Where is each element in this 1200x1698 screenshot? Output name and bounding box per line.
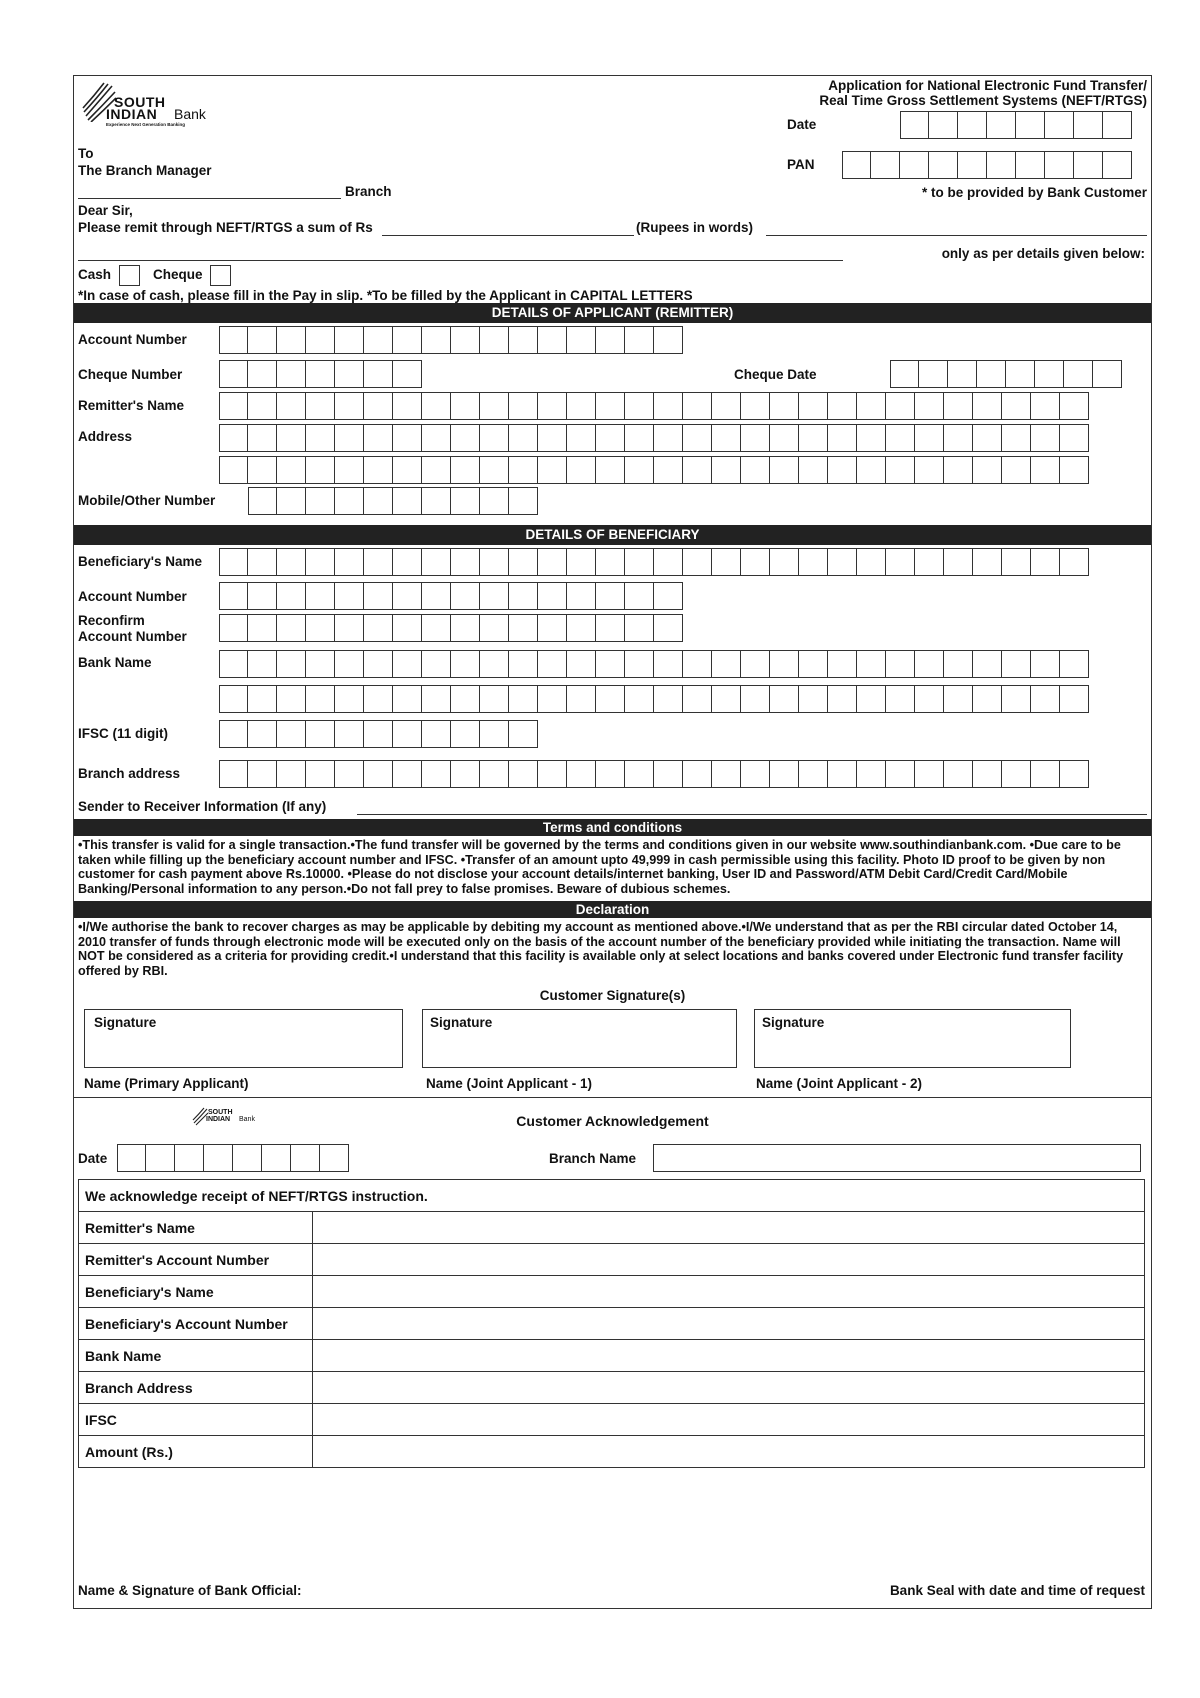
logo-text-bank: Bank (174, 106, 206, 122)
beneficiary-name-label: Beneficiary's Name (78, 554, 203, 569)
ack-row-value[interactable] (313, 1404, 1145, 1436)
bank-name-boxes-1[interactable] (219, 650, 1089, 678)
pan-label: PAN (787, 157, 815, 172)
cheque-date-boxes[interactable] (890, 360, 1122, 388)
ack-row-label: Beneficiary's Account Number (79, 1308, 313, 1340)
signature-label-joint1: Signature (430, 1015, 493, 1030)
ack-title: Customer Acknowledgement (516, 1113, 709, 1129)
ack-date-boxes[interactable] (117, 1144, 349, 1172)
address-label: Address (78, 429, 133, 444)
ifsc-boxes[interactable] (219, 720, 538, 748)
pan-note: * to be provided by Bank Customer (921, 185, 1147, 200)
branch-name-line[interactable] (78, 198, 341, 199)
ack-row (79, 1436, 1145, 1468)
ack-row-label: IFSC (79, 1404, 313, 1436)
cash-checkbox[interactable] (119, 265, 140, 286)
applicant-account-boxes[interactable] (219, 326, 683, 354)
ack-row-value[interactable] (313, 1244, 1145, 1276)
name-joint1-label: Name (Joint Applicant - 1) (426, 1076, 593, 1091)
ack-logo-bank: Bank (239, 1116, 255, 1123)
beneficiary-account-label: Account Number (78, 589, 187, 604)
ack-logo-south: SOUTH (208, 1109, 233, 1116)
reconfirm-label-2: Account Number (78, 629, 187, 644)
cheque-number-boxes[interactable] (219, 360, 422, 388)
name-joint2-label: Name (Joint Applicant - 2) (756, 1076, 923, 1091)
cheque-checkbox[interactable] (210, 265, 231, 286)
ack-row-value[interactable] (313, 1276, 1145, 1308)
sender-info-line[interactable] (357, 814, 1147, 815)
beneficiary-name-boxes[interactable] (219, 548, 1089, 576)
terms-text: •This transfer is valid for a single transaction.•The fund transfer will be governed by the terms and conditions given in our website www.southindianbank.com. •Due care to be taken while filling up the beneficiary account number and IFSC. •Transfer of an amount upto 49,999 in cash permissible using this facility. Photo ID proof to be given by non customer for cash payment above Rs.10000. •Please do not disclose your account details/internet banking, User ID and Password/ATM Debit Card/Credit Card/Mobile Banking/Personal information to any person.•Do not fall prey to false promises. Beware of dubious schemes. (78, 838, 1121, 896)
ack-row-label: Bank Name (79, 1340, 313, 1372)
remit-text: Please remit through NEFT/RTGS a sum of Rs (78, 220, 373, 235)
signature-box-primary[interactable] (84, 1009, 403, 1068)
ack-date-label: Date (78, 1151, 108, 1166)
ack-branch-field[interactable] (653, 1144, 1141, 1172)
logo-tagline: Experience Next Generation Banking (106, 122, 186, 127)
ack-row-value[interactable] (313, 1212, 1145, 1244)
address-boxes-1[interactable] (219, 424, 1089, 452)
declaration-text: •I/We authorise the bank to recover charges as may be applicable by debiting my account as mentioned above.•I/We understand that as per the RBI circular dated October 14, 2010 transfer of funds through electronic mode will be executed only on the basis of the account number of the beneficiary provided while initiating the transaction. Name will NOT be considered as a criteria for providing credit.•I understand that this facility is available only at select locations and banks covered under Electronic fund transfer facility offered by RBI. (78, 920, 1124, 978)
bank-name-label: Bank Name (78, 655, 152, 670)
cheque-date-label: Cheque Date (734, 367, 817, 382)
rupees-in-words-label: (Rupees in words) (636, 220, 754, 235)
branch-address-boxes[interactable] (219, 760, 1089, 788)
ack-row (79, 1372, 1145, 1404)
amount-figures-line[interactable] (382, 235, 634, 236)
bank-seal-label: Bank Seal with date and time of request (889, 1583, 1145, 1598)
logo-text-south: SOUTH (114, 94, 166, 110)
form-title-line2: Real Time Gross Settlement Systems (NEFT/RTGS) (819, 93, 1147, 108)
ack-row (79, 1276, 1145, 1308)
logo-text-indian: INDIAN (106, 106, 158, 122)
terms-header: Terms and conditions (74, 819, 1151, 836)
branch-address-label: Branch address (78, 766, 181, 781)
official-sign-label: Name & Signature of Bank Official: (78, 1583, 302, 1598)
beneficiary-section-header: DETAILS OF BENEFICIARY (74, 525, 1151, 545)
applicant-section-header: DETAILS OF APPLICANT (REMITTER) (74, 303, 1151, 323)
ack-row (79, 1244, 1145, 1276)
signature-label-joint2: Signature (762, 1015, 825, 1030)
bank-name-boxes-2[interactable] (219, 685, 1089, 713)
date-label: Date (787, 117, 817, 132)
form-title-line1: Application for National Electronic Fund Transfer/ (828, 78, 1147, 93)
ack-table (78, 1179, 1145, 1468)
ack-branch-label: Branch Name (549, 1151, 637, 1166)
ack-row-label: Amount (Rs.) (79, 1436, 313, 1468)
to-label: To (78, 146, 94, 161)
remitter-name-label: Remitter's Name (78, 398, 185, 413)
amount-words-line-1[interactable] (766, 235, 1147, 236)
acknowledgement-divider (74, 1097, 1151, 1098)
cheque-number-label: Cheque Number (78, 367, 183, 382)
remitter-name-boxes[interactable] (219, 392, 1089, 420)
ack-row-value[interactable] (313, 1340, 1145, 1372)
pan-boxes[interactable] (842, 151, 1132, 179)
ifsc-label: IFSC (11 digit) (78, 726, 169, 741)
ack-intro: We acknowledge receipt of NEFT/RTGS instruction. (79, 1180, 1145, 1212)
amount-words-line-2[interactable] (78, 260, 843, 261)
declaration-header: Declaration (74, 901, 1151, 918)
mobile-boxes[interactable] (248, 487, 538, 515)
ack-intro-row (79, 1180, 1145, 1212)
ack-row-label: Branch Address (79, 1372, 313, 1404)
bank-logo (82, 80, 232, 136)
ack-row-value[interactable] (313, 1372, 1145, 1404)
branch-label: Branch (345, 184, 392, 199)
signature-box-joint1[interactable] (422, 1009, 737, 1068)
ack-row (79, 1340, 1145, 1372)
cheque-label: Cheque (153, 267, 203, 282)
sender-info-label: Sender to Receiver Information (If any) (78, 799, 327, 814)
signature-box-joint2[interactable] (754, 1009, 1071, 1068)
ack-row-label: Remitter's Account Number (79, 1244, 313, 1276)
manager-label: The Branch Manager (78, 163, 212, 178)
ack-row (79, 1212, 1145, 1244)
cash-note: *In case of cash, please fill in the Pay in slip. *To be filled by the Applicant in CAPITAL LETTERS (78, 288, 693, 303)
ack-row-label: Beneficiary's Name (79, 1276, 313, 1308)
neft-rtgs-form (73, 75, 1152, 1609)
ack-logo-indian: INDIAN (206, 1116, 231, 1123)
customer-signatures-label: Customer Signature(s) (539, 988, 686, 1003)
ack-row (79, 1308, 1145, 1340)
cash-label: Cash (78, 267, 112, 282)
ack-row-value[interactable] (313, 1308, 1145, 1340)
ack-row (79, 1404, 1145, 1436)
ack-row-label: Remitter's Name (79, 1212, 313, 1244)
address-boxes-2[interactable] (219, 456, 1089, 484)
reconfirm-label-1: Reconfirm (78, 613, 145, 628)
only-text: only as per details given below: (941, 246, 1145, 261)
beneficiary-account-boxes[interactable] (219, 582, 683, 610)
ack-row-value[interactable] (313, 1436, 1145, 1468)
signature-label-primary: Signature (94, 1015, 157, 1030)
reconfirm-account-boxes[interactable] (219, 614, 683, 642)
date-boxes[interactable] (900, 111, 1132, 139)
mobile-label: Mobile/Other Number (78, 493, 216, 508)
name-primary-label: Name (Primary Applicant) (84, 1076, 249, 1091)
applicant-account-label: Account Number (78, 332, 187, 347)
salutation: Dear Sir, (78, 203, 133, 218)
